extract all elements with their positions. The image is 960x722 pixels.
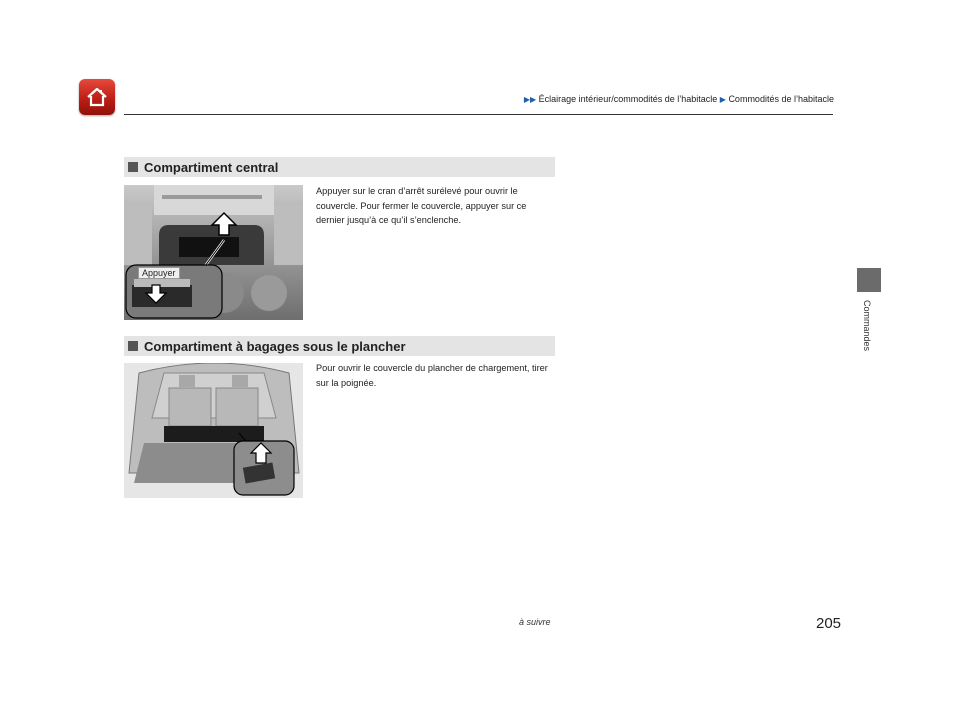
chevron-right-icon: ▶▶ <box>523 95 537 104</box>
home-button[interactable] <box>79 79 115 115</box>
chapter-label: Commandes <box>862 300 872 352</box>
section-title: Compartiment à bagages sous le plancher <box>144 338 406 354</box>
continued-label: à suivre <box>519 617 551 627</box>
section-body: Appuyer sur le cran d’arrêt surélevé pour ouvrir le couvercle. Pour fermer le couvercle, appuyer sur ce dernier jusqu’à ce qu’il s’enclenche. <box>316 186 527 225</box>
chevron-right-icon: ▶ <box>719 95 726 104</box>
center-console-illustration <box>124 185 303 320</box>
callout-label: Appuyer <box>138 267 180 279</box>
section-heading <box>124 157 555 177</box>
cargo-area-illustration <box>124 363 303 498</box>
square-bullet-icon <box>128 341 138 351</box>
home-icon <box>85 85 109 109</box>
section-heading <box>124 336 555 356</box>
breadcrumb <box>524 94 834 104</box>
breadcrumb-link-1[interactable]: Éclairage intérieur/commodités de l’habitacle <box>538 94 718 104</box>
section-title: Compartiment central <box>144 159 279 175</box>
page-number: 205 <box>816 615 842 632</box>
chapter-tab[interactable] <box>857 268 881 292</box>
square-bullet-icon <box>128 162 138 172</box>
header-divider <box>124 114 833 115</box>
section-body: Pour ouvrir le couvercle du plancher de chargement, tirer sur la poignée. <box>316 363 548 388</box>
breadcrumb-link-2[interactable]: Commodités de l’habitacle <box>728 94 834 104</box>
